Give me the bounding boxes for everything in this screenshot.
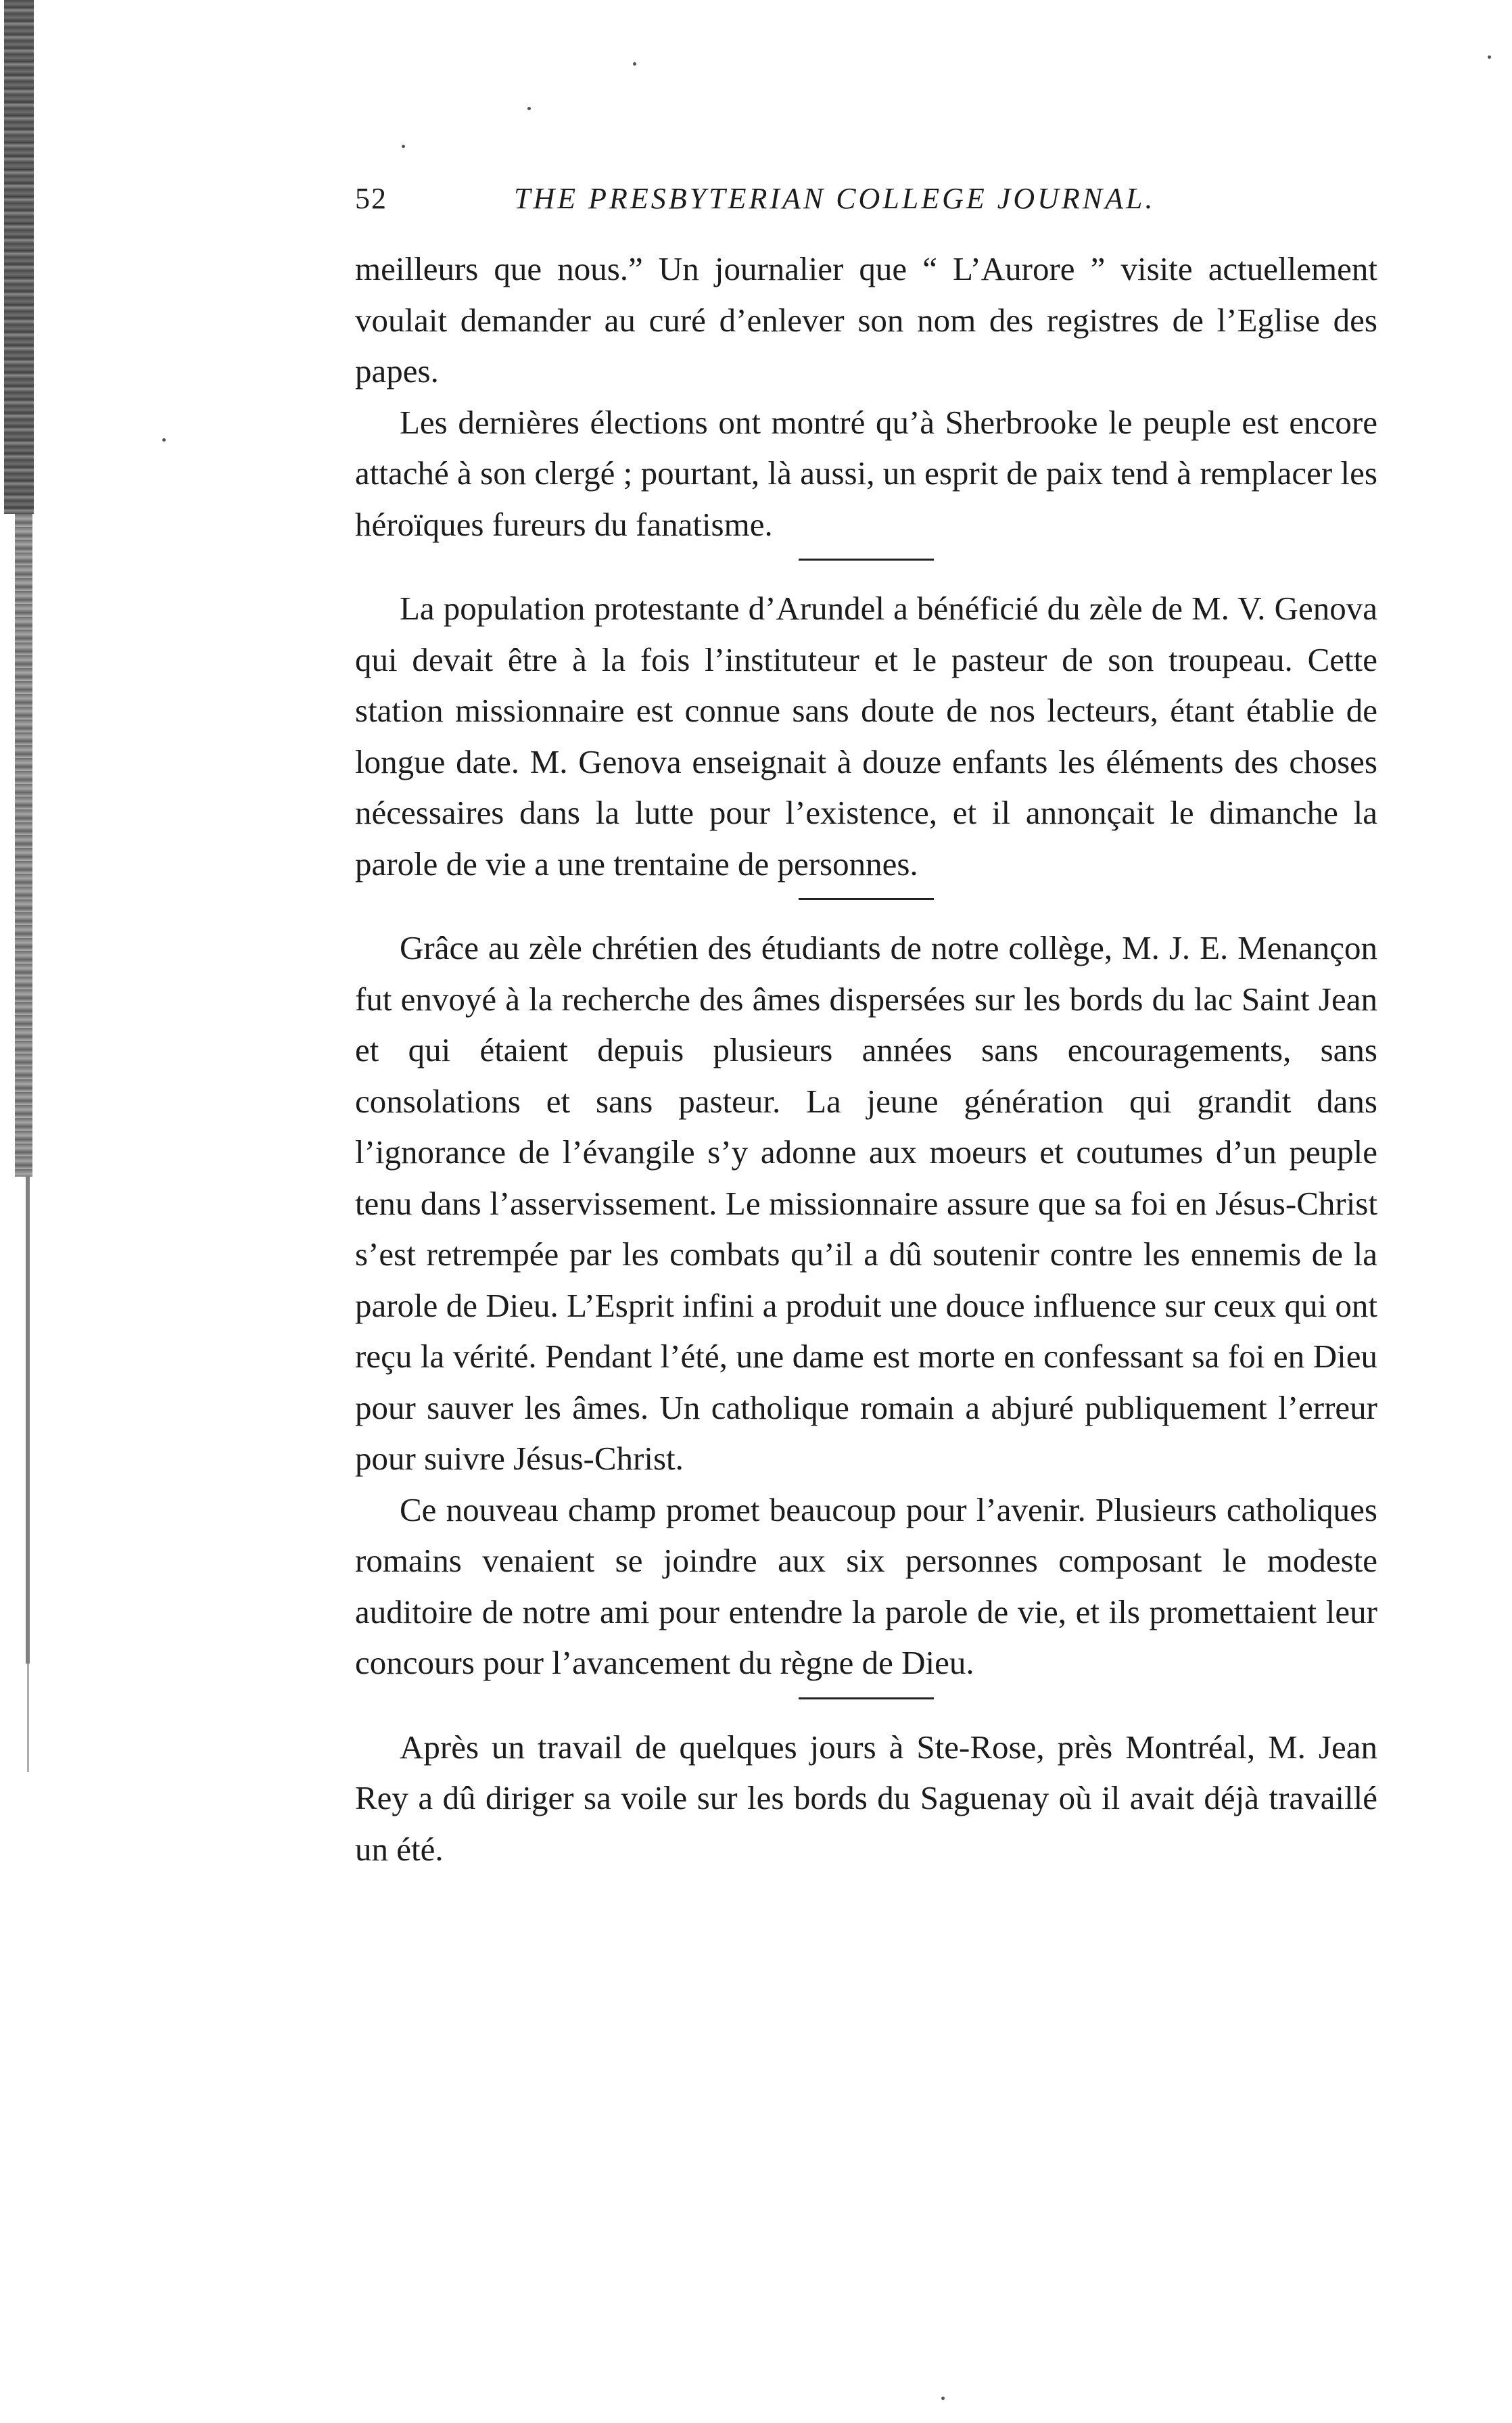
- section-divider: [799, 559, 934, 561]
- paragraph-continuation: meilleurs que nous.” Un journalier que “ L’Aurore ” visite actuellement voulait demander au curé d’enlever son nom des registres de l’Eglise des papes.: [355, 250, 1377, 390]
- page-binding-edge: [0, 0, 61, 2423]
- section-divider: [799, 1697, 934, 1699]
- binding-shadow-top: [4, 0, 34, 514]
- scan-speck: [402, 145, 405, 148]
- paragraph-sherbrooke: Les dernières élections ont montré qu’à Sherbrooke le peuple est encore attaché à son clergé ; pourtant, là aussi, un esprit de paix tend à remplacer les héroïques fureurs du fanatisme.: [355, 403, 1377, 543]
- body-text: [355, 243, 1377, 1875]
- paragraph-lac-saint-jean: Grâce au zèle chrétien des étudiants de notre collège, M. J. E. Menançon fut envoyé à la recherche des âmes dispersées sur les bords du lac Saint Jean et qui étaient depuis plusieurs années sans encouragements, sans consolations et sans pasteur. La jeune génération qui grandit dans l’ignorance de l’évangile s’y adonne aux moeurs et coutumes d’un peuple tenu dans l’asservissement. Le missionnaire assure que sa foi en Jésus-Christ s’est retrempée par les combats qu’il a dû soutenir contre les ennemis de la parole de Dieu. L’Esprit infini a produit une douce influence sur ceux qui ont reçu la vérité. Pendant l’été, une dame est morte en confessant sa foi en Dieu pour sauver les âmes. Un catholique romain a abjuré publiquement l’erreur pour suivre Jésus-Christ.: [355, 929, 1377, 1477]
- running-title: THE PRESBYTERIAN COLLEGE JOURNAL.: [514, 182, 1156, 215]
- running-header: [355, 174, 1369, 222]
- paragraph-nouveau-champ: Ce nouveau champ promet beaucoup pour l’avenir. Plusieurs catholiques romains venaient se joindre aux six personnes composant le modeste auditoire de notre ami pour entendre la parole de vie, et ils promettaient leur concours pour l’avancement du règne de Dieu.: [355, 1490, 1377, 1681]
- scan-speck: [527, 107, 531, 110]
- scan-speck: [941, 2397, 945, 2400]
- binding-shadow-middle: [15, 514, 32, 1177]
- binding-shadow-line: [26, 1177, 30, 1664]
- section-divider: [799, 898, 934, 900]
- paragraph-arundel: La population protestante d’Arundel a bénéficié du zèle de M. V. Genova qui devait être à la fois l’instituteur et le pasteur de son troupeau. Cette station missionnaire est connue sans doute de nos lecteurs, étant établie de longue date. M. Genova enseignait à douze enfants les éléments des choses nécessaires dans la lutte pour l’existence, et il annonçait le dimanche la parole de vie a une trentaine de personnes.: [355, 590, 1377, 883]
- scan-speck: [162, 438, 166, 442]
- binding-shadow-tail: [27, 1664, 29, 1772]
- scan-speck: [633, 62, 636, 66]
- page-number: 52: [355, 182, 387, 215]
- paragraph-ste-rose: Après un travail de quelques jours à Ste-Rose, près Montréal, M. Jean Rey a dû diriger sa voile sur les bords du Saguenay où il avait déjà travaillé un été.: [355, 1728, 1377, 1868]
- scan-speck: [1488, 55, 1491, 59]
